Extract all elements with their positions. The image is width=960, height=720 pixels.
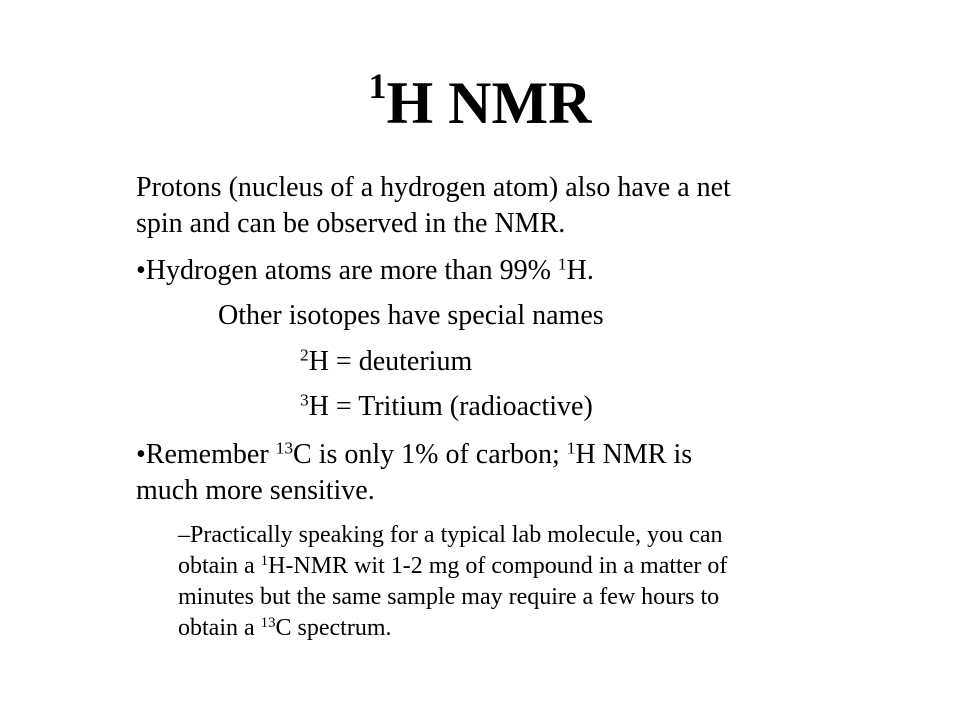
subbullet-practical <box>178 520 727 644</box>
slide-title <box>0 66 960 136</box>
bullet2-superscript-13: 13 <box>275 438 294 458</box>
isotope-tritium <box>300 390 593 424</box>
bullet-carbon-sensitivity <box>136 437 692 509</box>
deuterium-superscript: 2 <box>300 345 309 365</box>
subbullet-line4-part1: obtain a <box>178 615 261 641</box>
subbullet-line2-part1: obtain a <box>178 553 261 579</box>
bullet-hydrogen-abundance <box>136 254 594 288</box>
intro-line-1: Protons (nucleus of a hydrogen atom) also have a net <box>136 172 731 203</box>
bullet2-line-2: much more sensitive. <box>136 475 375 506</box>
bullet2-part3: H NMR is <box>575 439 693 470</box>
deuterium-text: H = deuterium <box>308 346 473 377</box>
intro-paragraph <box>136 170 731 242</box>
subbullet-line-1: –Practically speaking for a typical lab molecule, you can <box>178 522 723 548</box>
subbullet-line-2 <box>178 551 727 582</box>
subbullet-line-4 <box>178 613 727 644</box>
title-superscript: 1 <box>368 66 387 106</box>
bullet2-line-1 <box>136 437 692 473</box>
bullet1-suffix: H. <box>566 255 594 286</box>
isotope-deuterium <box>300 345 472 379</box>
bullet2-part1: •Remember <box>136 439 276 470</box>
subbullet-line2-superscript: 1 <box>260 552 269 569</box>
tritium-superscript: 3 <box>300 390 309 410</box>
bullet2-superscript-1: 1 <box>566 438 576 458</box>
subbullet-line4-part2: C spectrum. <box>275 615 392 641</box>
subbullet-line2-part2: H-NMR wit 1-2 mg of compound in a matter of <box>268 553 728 579</box>
bullet2-part2: C is only 1% of carbon; <box>293 439 567 470</box>
bullet1-superscript: 1 <box>557 254 567 274</box>
title-text: H NMR <box>386 70 592 136</box>
subbullet-line-3: minutes but the same sample may require a few hours to <box>178 584 720 610</box>
intro-line-2: spin and can be observed in the NMR. <box>136 208 566 239</box>
bullet1-prefix: •Hydrogen atoms are more than 99% <box>136 255 558 286</box>
isotopes-heading: Other isotopes have special names <box>218 300 604 331</box>
subbullet-line4-superscript: 13 <box>260 614 276 631</box>
tritium-text: H = Tritium (radioactive) <box>308 391 593 422</box>
